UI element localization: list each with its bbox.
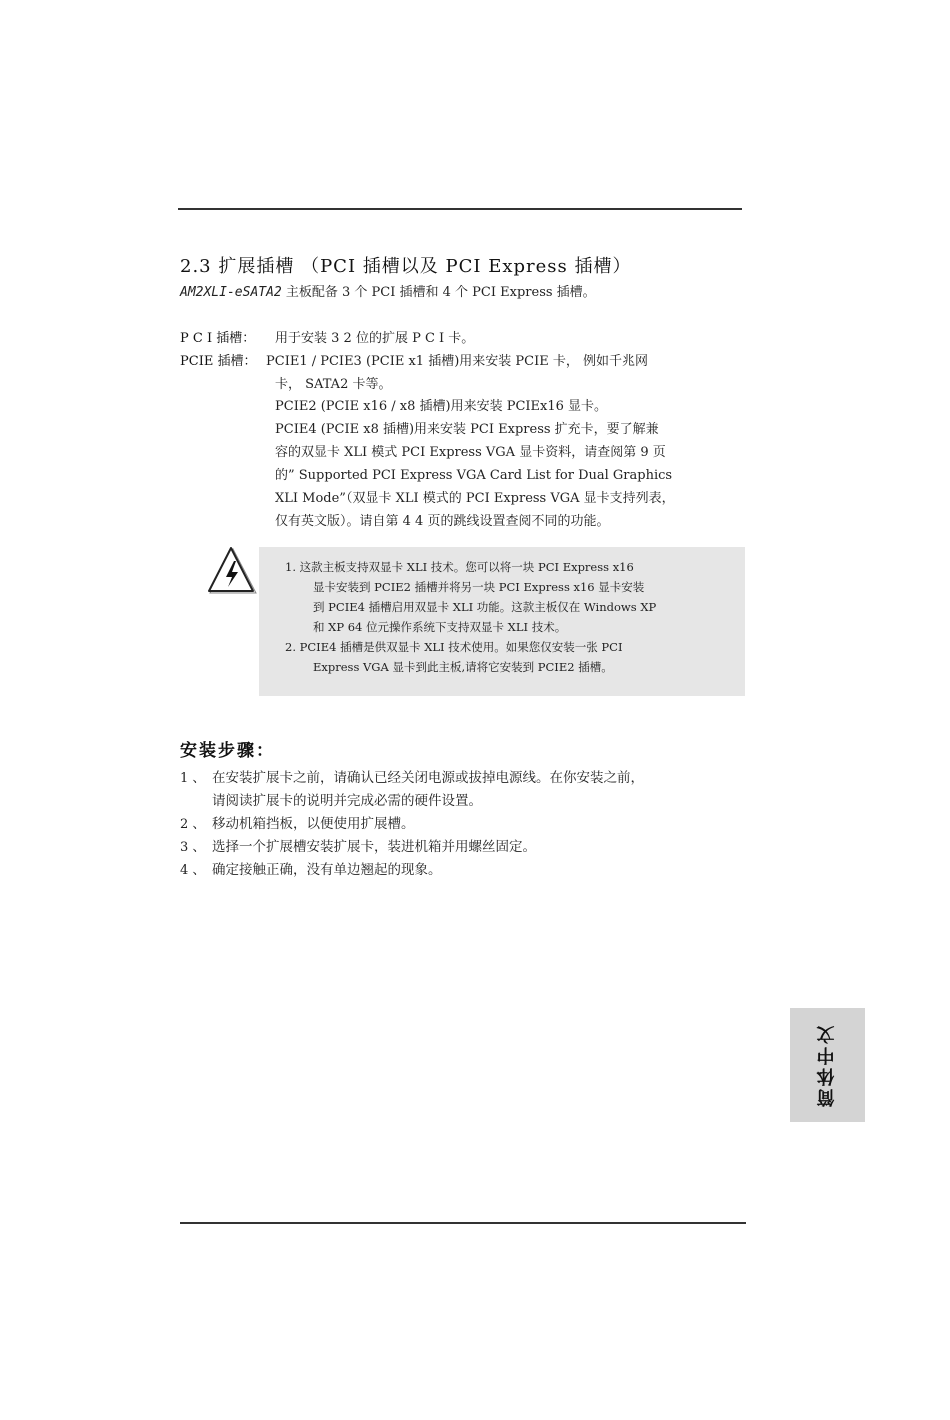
model-name: AM2XLI-eSATA2	[180, 285, 282, 300]
note-line: 2. PCIE4 插槽是供双显卡 XLI 技术使用。如果您仅安装一张 PCI	[285, 640, 623, 654]
pcie-definition-line: 卡， SATA2 卡等。	[275, 377, 392, 392]
section-title: 2.3 扩展插槽 （PCI 插槽以及 PCI Express 插槽）	[180, 256, 632, 277]
language-tab	[790, 1008, 865, 1122]
pcie-definition-line: PCIE2 (PCIE x16 / x8 插槽)用来安装 PCIEx16 显卡。	[275, 399, 608, 414]
note-line: Express VGA 显卡到此主板,请将它安装到 PCIE2 插槽。	[313, 660, 613, 674]
step-number: 4 、	[180, 863, 206, 878]
pcie-definition-line: 的” Supported PCI Express VGA Card List for Dual Graphics	[275, 468, 673, 483]
pci-slot-definition: 用于安装 3 2 位的扩展 P C I 卡。	[275, 331, 475, 346]
top-divider	[178, 208, 742, 210]
step-text: 在安装扩展卡之前，请确认已经关闭电源或拔掉电源线。在你安装之前，	[212, 770, 644, 786]
step-number: 2 、	[180, 817, 206, 832]
warning-triangle-icon	[207, 546, 257, 596]
step-text: 移动机箱挡板，以便使用扩展槽。	[212, 816, 415, 832]
bottom-divider	[180, 1222, 746, 1224]
note-line: 显卡安装到 PCIE2 插槽并将另一块 PCI Express x16 显卡安装	[313, 580, 645, 594]
pcie-slot-term: PCIE 插槽：	[180, 354, 257, 369]
note-line: 1. 这款主板支持双显卡 XLI 技术。您可以将一块 PCI Express x16	[285, 560, 634, 574]
step-number: 1 、	[180, 771, 206, 786]
pci-slot-term: P C I 插槽：	[180, 331, 256, 346]
language-tab-label: 简体中文	[816, 1023, 838, 1107]
step-text: 选择一个扩展槽安装扩展卡，装进机箱并用螺丝固定。	[212, 839, 536, 855]
pcie-definition-line: XLI Mode”（双显卡 XLI 模式的 PCI Express VGA 显卡支持列表，	[275, 491, 675, 506]
step-number: 3 、	[180, 840, 206, 855]
note-box	[259, 547, 745, 696]
step-text: 确定接触正确，没有单边翘起的现象。	[212, 862, 442, 878]
step-text: 请阅读扩展卡的说明并完成必需的硬件设置。	[212, 793, 482, 809]
note-line: 和 XP 64 位元操作系统下支持双显卡 XLI 技术。	[313, 620, 567, 634]
intro-text: 主板配备 3 个 PCI 插槽和 4 个 PCI Express 插槽。	[281, 285, 596, 300]
pcie-definition-line: PCIE4 (PCIE x8 插槽)用来安装 PCI Express 扩充卡，要了解兼	[275, 422, 659, 437]
pcie-definition-line: PCIE1 / PCIE3 (PCIE x1 插槽)用来安装 PCIE 卡， 例如千兆网	[266, 354, 649, 369]
section-intro	[180, 281, 596, 300]
note-line: 到 PCIE4 插槽启用双显卡 XLI 功能。这款主板仅在 Windows XP	[313, 600, 657, 614]
pcie-definition-line: 仅有英文版）。请自第 4 4 页的跳线设置查阅不同的功能。	[275, 514, 610, 529]
pcie-definition-line: 容的双显卡 XLI 模式 PCI Express VGA 显卡资料，请查阅第 9 页	[275, 445, 666, 460]
steps-title: 安装步骤：	[180, 741, 275, 761]
